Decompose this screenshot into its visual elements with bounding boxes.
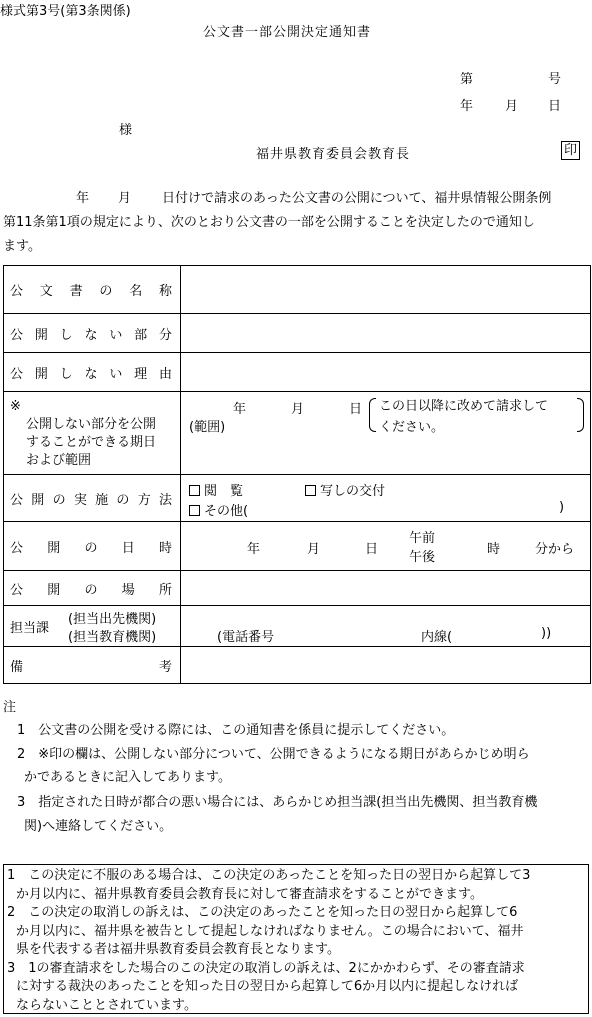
label-char: の	[116, 492, 130, 508]
bracket-text: この日以降に改めて請求して	[379, 399, 549, 414]
intro-line2: 第11条第1項の規定により、次のとおり公文書の一部を公開することを決定したので通知し	[3, 215, 535, 230]
label-line: することができる期日	[26, 435, 157, 450]
label-char: 部	[134, 327, 148, 343]
label-char: 公	[10, 540, 24, 556]
close-paren: )	[559, 500, 565, 515]
number-prefix: 第	[460, 72, 474, 87]
date-month: 月	[505, 99, 519, 114]
label-char: 法	[158, 492, 172, 508]
branch-label: (担当出先機関)	[68, 612, 157, 627]
box-line: 3 1の審査請求をした場合のこの決定の取消しの訴えは、2にかかわらず、その審査請求	[7, 960, 525, 976]
label-char: 実	[73, 492, 87, 508]
label-char: い	[109, 366, 123, 382]
label-undisclosed-part	[4, 314, 181, 353]
label-char: 文	[39, 284, 53, 299]
date-year: 年	[247, 542, 261, 557]
checkbox[interactable]	[189, 505, 200, 516]
option-copy[interactable]: 写しの交付	[305, 480, 385, 499]
intro-year: 年	[76, 191, 90, 206]
value-disclosure-method	[181, 475, 591, 522]
label-char: し	[59, 327, 73, 343]
range-label: (範囲)	[189, 420, 226, 435]
value-disclosable-date[interactable]	[181, 392, 591, 475]
label-char: 日	[121, 540, 135, 556]
value-remarks[interactable]	[181, 647, 591, 684]
note-mark: ※	[10, 399, 21, 414]
label-char: 所	[158, 582, 172, 598]
label-char: 施	[95, 492, 109, 508]
phone-label: (電話番号	[217, 630, 275, 645]
seal-mark: 印	[561, 141, 580, 160]
label-char: 由	[158, 366, 172, 382]
label-char: 開	[34, 327, 48, 343]
label-char: の	[99, 284, 113, 299]
label-char: 方	[137, 492, 151, 508]
option-inspection[interactable]: 閲 覧	[189, 480, 243, 499]
box-line: 2 この決定の取消しの訴えは、この決定のあったことを知った日の翌日から起算して6	[7, 905, 518, 920]
note-1: 1 公文書の公開を受ける際には、この通知書を係員に提示してください。	[17, 723, 455, 738]
box-line: か月以内に、福井県を被告として提起しなければなりません。この場合において、福井	[16, 923, 524, 939]
label-char: 備	[10, 659, 24, 675]
label-char: 書	[69, 284, 83, 299]
label-char: 公	[10, 492, 24, 508]
label-char: し	[59, 366, 73, 382]
value-disclosure-datetime[interactable]	[181, 522, 591, 571]
label-char: 理	[134, 366, 148, 382]
label-char: 称	[158, 284, 172, 299]
note-2: 2 ※印の欄は、公開しない部分について、公開できるようになる期日があらかじめ明ら	[17, 747, 530, 762]
decision-table	[3, 265, 591, 684]
label-char: 場	[121, 582, 135, 598]
label-char: な	[84, 327, 98, 343]
form-number: 様式第3号(第3条関係)	[0, 4, 131, 19]
label-char: 考	[158, 659, 172, 675]
value-disclosure-place[interactable]	[181, 571, 591, 606]
value-responsible-section[interactable]	[181, 606, 591, 647]
label-char: 公	[10, 366, 24, 382]
issuer: 福井県教育委員会教育長	[256, 147, 411, 162]
bracket-text: ください。	[379, 420, 445, 435]
box-line: に対する裁決のあったことを知った日の翌日から起算して6か月以内に提起しなければ	[16, 979, 519, 994]
label-char: 時	[158, 540, 172, 556]
label-responsible-section	[4, 606, 181, 647]
value-undisclosed-reason[interactable]	[181, 353, 591, 392]
appeal-info-box	[3, 864, 589, 1014]
value-undisclosed-part[interactable]	[181, 314, 591, 353]
box-line: ならないこととされています。	[16, 997, 197, 1013]
label-char: 開	[47, 582, 61, 598]
close-paren: ))	[541, 626, 552, 641]
bracket-right	[577, 398, 584, 432]
box-line: 1 この決定に不服のある場合は、この決定のあったことを知った日の翌日から起算して3	[7, 868, 531, 883]
note-2-cont: かであるときに記入してあります。	[24, 770, 231, 785]
date-day: 日	[548, 99, 562, 114]
label-char: の	[52, 492, 66, 508]
label-char: な	[84, 366, 98, 382]
label-char: 公	[10, 284, 24, 299]
label-char: の	[84, 540, 98, 556]
label-disclosure-place	[4, 571, 181, 606]
am-label: 午前	[409, 531, 436, 546]
label-char: 開	[47, 540, 61, 556]
date-month: 月	[307, 542, 321, 557]
date-day: 日	[349, 402, 363, 417]
date-year: 年	[233, 402, 247, 417]
bracket-left	[369, 398, 376, 432]
note-3-cont: 関)へ連絡してください。	[24, 819, 173, 834]
label-remarks	[4, 647, 181, 684]
box-line: か月以内に、福井県教育委員会教育長に対して審査請求をすることができます。	[16, 886, 483, 902]
extension-label: 内線(	[421, 630, 453, 645]
label-char: 開	[34, 366, 48, 382]
label-char: い	[109, 327, 123, 343]
label-char: 公	[10, 582, 24, 598]
value-document-name[interactable]	[181, 266, 591, 314]
education-org-label: (担当教育機関)	[68, 630, 157, 645]
note-3: 3 指定された日時が都合の悪い場合には、あらかじめ担当課(担当出先機関、担当教育機	[17, 795, 538, 810]
notes-heading: 注	[3, 700, 17, 715]
hour-label: 時	[487, 542, 501, 557]
number-suffix: 号	[548, 72, 562, 87]
label-char: 公	[10, 327, 24, 343]
intro-month: 月	[118, 191, 132, 206]
intro-line3: ます。	[3, 239, 41, 254]
date-day: 日	[365, 542, 379, 557]
section-label: 担当課	[10, 621, 50, 636]
label-document-name	[4, 266, 181, 314]
minute-label: 分から	[535, 542, 575, 557]
label-undisclosed-reason	[4, 353, 181, 392]
pm-label: 午後	[409, 550, 436, 565]
checkbox[interactable]	[189, 485, 200, 496]
label-disclosure-method	[4, 475, 181, 522]
checkbox[interactable]	[305, 485, 316, 496]
label-char: 開	[31, 492, 45, 508]
label-line: および範囲	[26, 453, 92, 468]
label-disclosure-datetime	[4, 522, 181, 571]
label-char: 分	[158, 327, 172, 343]
box-line: 県を代表する者は福井県教育委員会教育長となります。	[16, 942, 340, 957]
date-year: 年	[460, 99, 474, 114]
document-title: 公文書一部公開決定通知書	[203, 25, 372, 40]
addressee-suffix: 様	[119, 123, 133, 138]
label-char: 名	[129, 284, 143, 299]
label-char: の	[84, 582, 98, 598]
option-other[interactable]: その他(	[189, 500, 248, 519]
intro-line1: 日付けで請求のあった公文書の公開について、福井県情報公開条例	[162, 191, 552, 206]
label-line: 公開しない部分を公開	[26, 417, 157, 432]
date-month: 月	[291, 402, 305, 417]
label-disclosable-date	[4, 392, 181, 475]
